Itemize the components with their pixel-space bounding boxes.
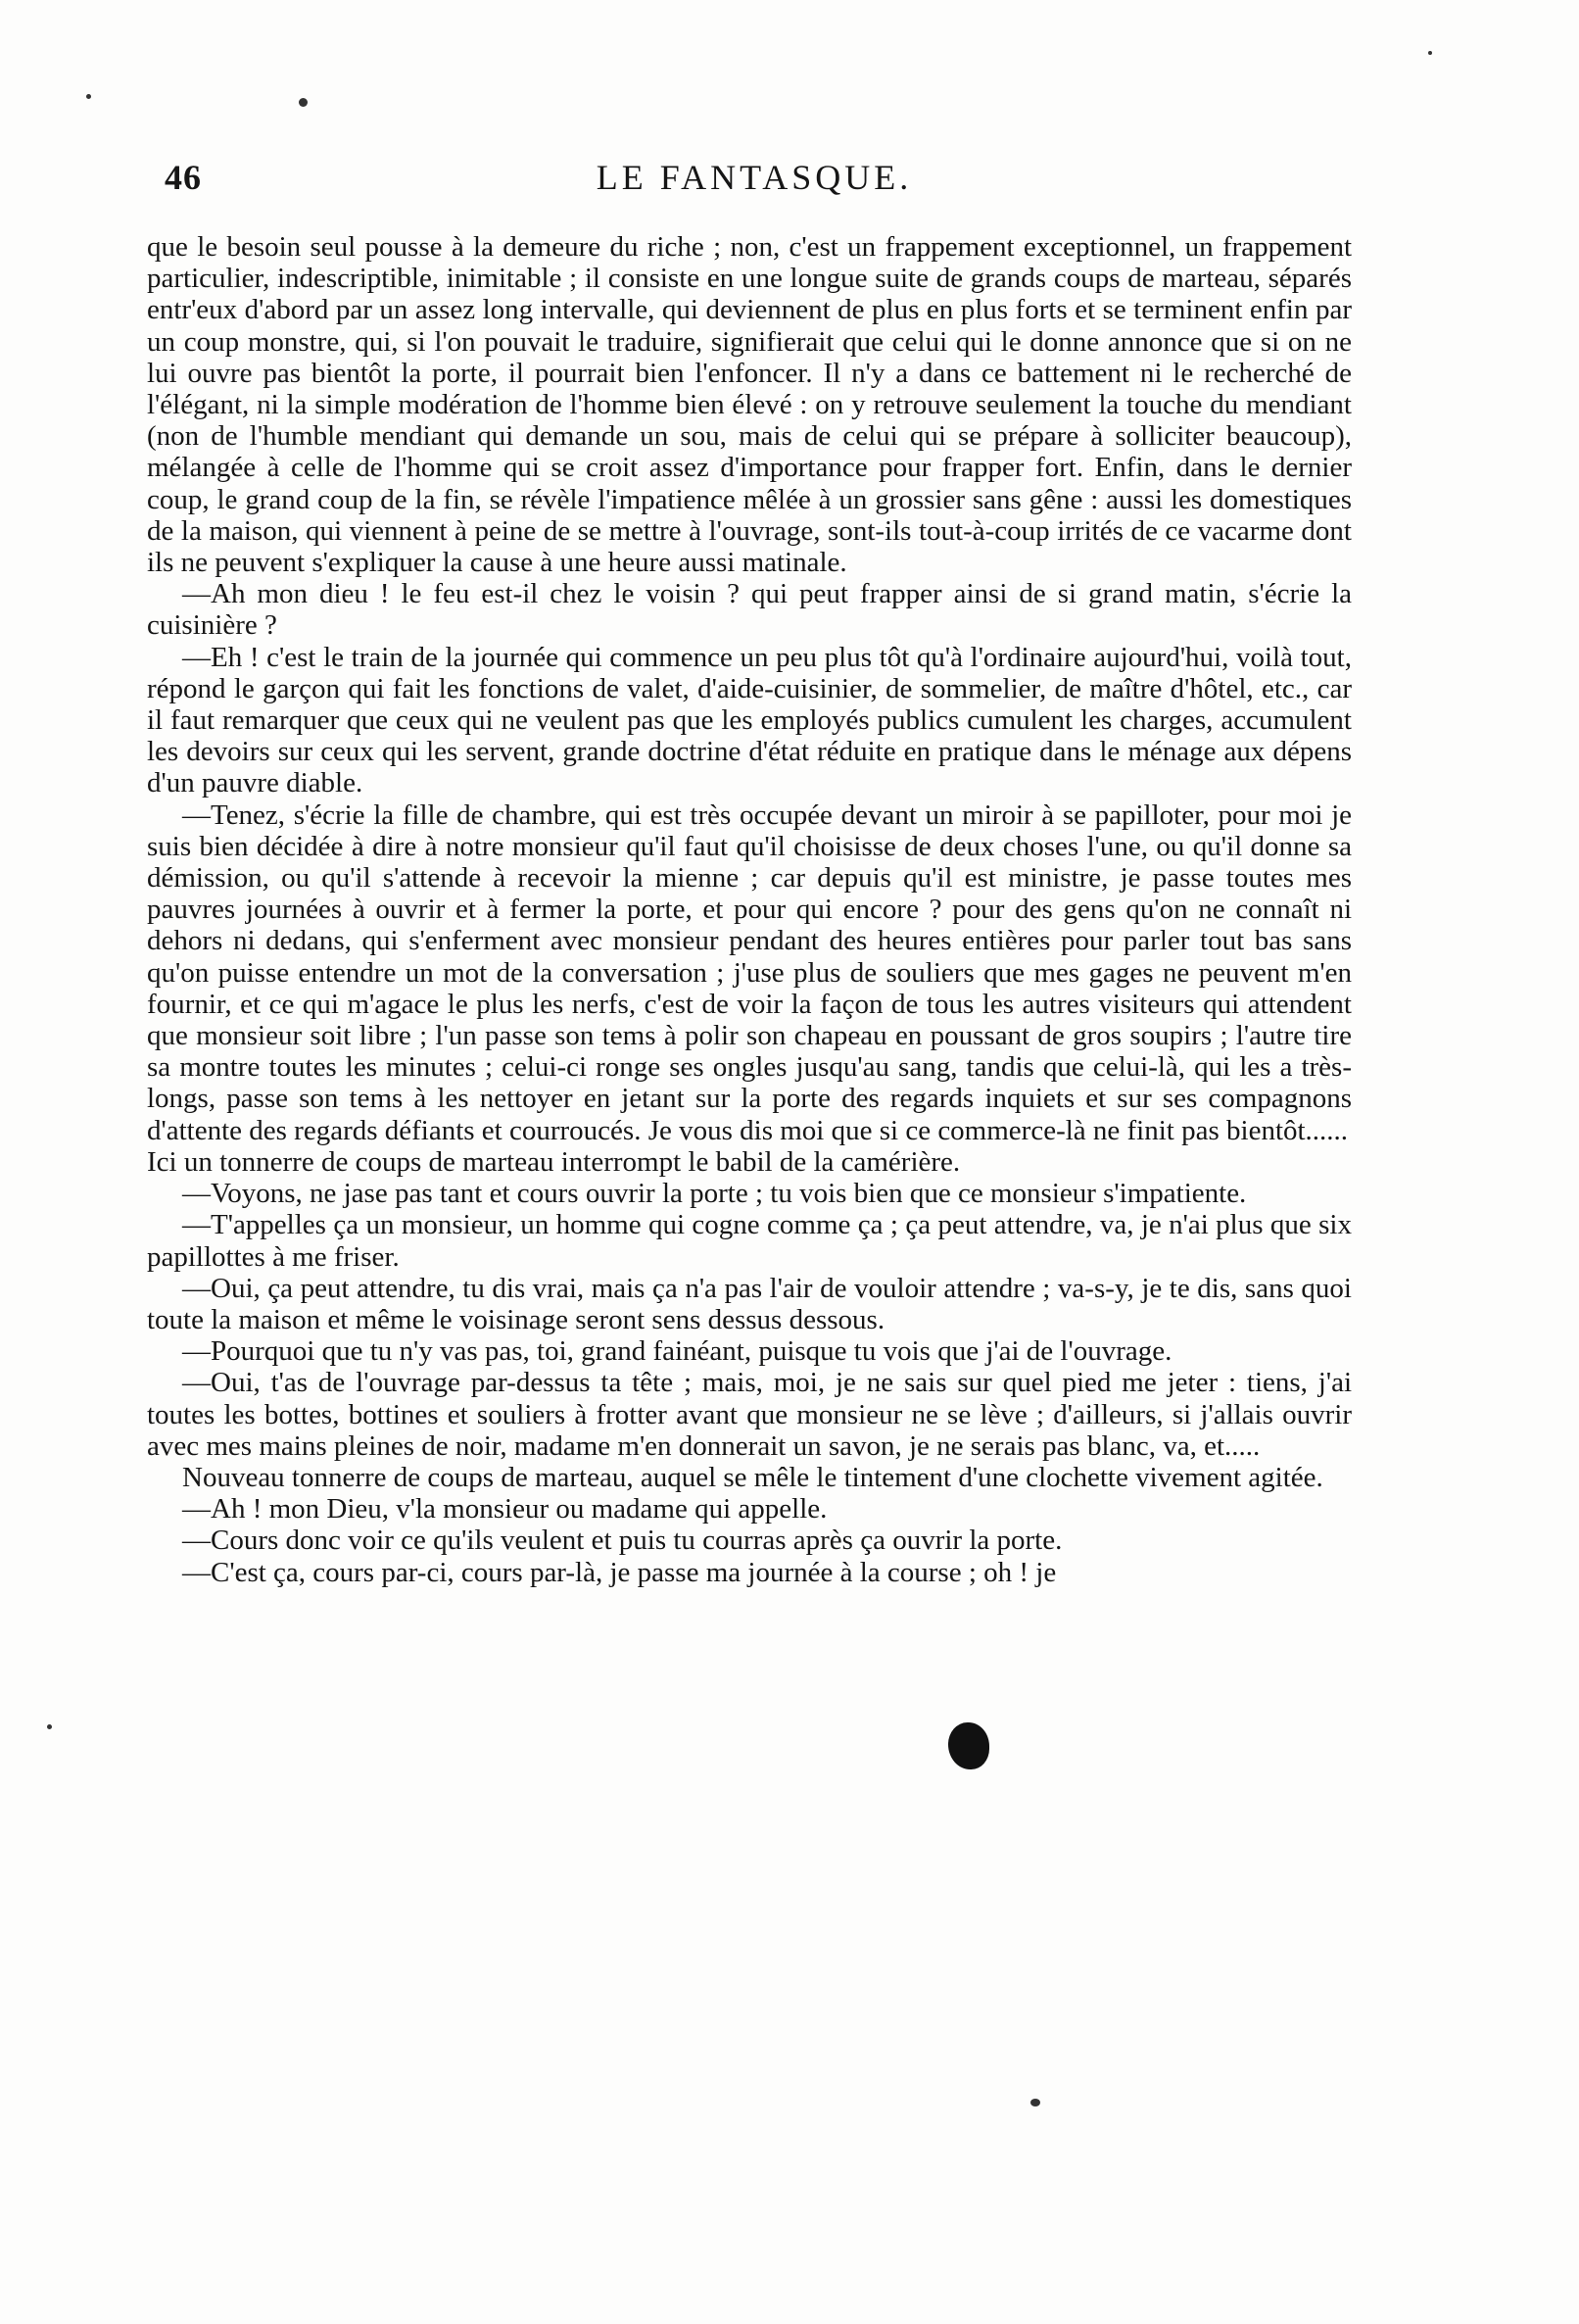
ink-blot [948,1722,989,1769]
paragraph: —Cours donc voir ce qu'ils veulent et puis tu courras après ça ouvrir la porte. [182,1525,1063,1557]
paragraph: —Pourquoi que tu n'y vas pas, toi, grand fainéant, puisque tu vois que j'ai de l'ouvrage. [182,1335,1172,1368]
ink-speck [47,1724,52,1729]
paragraph: —Oui, t'as de l'ouvrage par-dessus ta tête ; mais, moi, je ne sais sur quel pied me jeter : tiens, j'ai toutes les bottes, bottines et souliers à frotter avant que monsieur ne se lève ; d'ailleurs, si j'allais ouvrir avec mes mains pleines de noir, madame m'en donnerait un savon, je ne serais pas blanc, va, et..... [147,1367,1352,1462]
running-title: LE FANTASQUE. [596,158,913,197]
ink-speck [299,98,308,107]
paragraph: —Tenez, s'écrie la fille de chambre, qui est très occupée devant un miroir à se papilloter, pour moi je suis bien décidée à dire à notre monsieur qu'il faut qu'il choisisse de deux choses l'une, ou qu'il donne sa démission, ou qu'il s'attende à recevoir la mienne ; car depuis qu'il est ministre, je passe toutes mes pauvres journées à ouvrir et à fermer la porte, et pour qui encore ? pour des gens qu'on ne connaît ni dehors ni dedans, qui s'enferment avec monsieur pendant des heures entières pour parler tout bas sans qu'on puisse entendre un mot de la conversation ; j'use plus de souliers que mes gages ne peuvent m'en fournir, et ce qui m'agace le plus les nerfs, c'est de voir la façon de tous les autres visiteurs qui attendent que monsieur soit libre ; l'un passe son tems à polir son chapeau en poussant de gros soupirs ; l'autre tire sa montre toutes les minutes ; celui-ci ronge ses ongles jusqu'au sang, tandis que celui-là, qui les a très-longs, passe son tems à les nettoyer en jetant sur la porte des regards inquiets et sur ses compagnons d'attente des regards défiants et courroucés. Je vous dis moi que si ce commerce-là ne finit pas bientôt...... [147,799,1352,1146]
ink-speck [1428,51,1432,55]
paragraph: Ici un tonnerre de coups de marteau interrompt le babil de la camérière. [147,1145,961,1178]
body-text [147,231,1352,1588]
paragraph: —Ah mon dieu ! le feu est-il chez le voisin ? qui peut frapper ainsi de si grand matin, s'écrie la cuisinière ? [147,578,1352,642]
paragraph: —Eh ! c'est le train de la journée qui commence un peu plus tôt qu'à l'ordinaire aujourd'hui, voilà tout, répond le garçon qui fait les fonctions de valet, d'aide-cuisinier, de sommelier, de maître d'hôtel, etc., car il faut remarquer que ceux qui ne veulent pas que les employés publics cumulent les charges, accumulent les devoirs sur ceux qui les servent, grande doctrine d'état réduite en pratique dans le ménage aux dépens d'un pauvre diable. [147,641,1352,799]
paragraph: —Oui, ça peut attendre, tu dis vrai, mais ça n'a pas l'air de vouloir attendre ; va-s-y, je te dis, sans quoi toute la maison et même le voisinage seront sens dessus dessous. [147,1272,1352,1335]
paragraph: —Voyons, ne jase pas tant et cours ouvrir la porte ; tu vois bien que ce monsieur s'impatiente. [182,1178,1247,1210]
paragraph: que le besoin seul pousse à la demeure du riche ; non, c'est un frappement exceptionnel, un frappement particulier, indescriptible, inimitable ; il consiste en une longue suite de grands coups de marteau, séparés entr'eux d'abord par un assez long intervalle, qui deviennent de plus en plus forts et se terminent enfin par un coup monstre, qui, si l'on pouvait le traduire, signifierait que celui qui le donne annonce que si on ne lui ouvre pas bientôt la porte, il pourrait bien l'enfoncer. Il n'y a dans ce battement ni le recherché de l'élégant, ni la simple modération de l'homme bien élevé : on y retrouve seulement la touche du mendiant (non de l'humble mendiant qui demande un sou, mais de celui qui se prépare à solliciter beaucoup), mélangée à celle de l'homme qui se croit assez d'importance pour frapper fort. Enfin, dans le dernier coup, le grand coup de la fin, se révèle l'impatience mêlée à un grossier sans gêne : aussi les domestiques de la maison, qui viennent à peine de se mettre à l'ouvrage, sont-ils tout-à-coup irrités de ce vacarme dont ils ne peuvent s'expliquer la cause à une heure aussi matinale. [147,231,1352,579]
paragraph: —C'est ça, cours par-ci, cours par-là, je passe ma journée à la course ; oh ! je [182,1556,1057,1588]
paragraph: —T'appelles ça un monsieur, un homme qui cogne comme ça ; ça peut attendre, va, je n'ai plus que six papillottes à me friser. [147,1209,1352,1273]
ink-speck [1030,2099,1040,2106]
page-header [157,157,1352,200]
paragraph: Nouveau tonnerre de coups de marteau, auquel se mêle le tintement d'une clochette vivement agitée. [182,1461,1323,1493]
paragraph: —Ah ! mon Dieu, v'la monsieur ou madame qui appelle. [182,1493,828,1525]
ink-speck [86,94,91,99]
page-number: 46 [165,158,202,197]
